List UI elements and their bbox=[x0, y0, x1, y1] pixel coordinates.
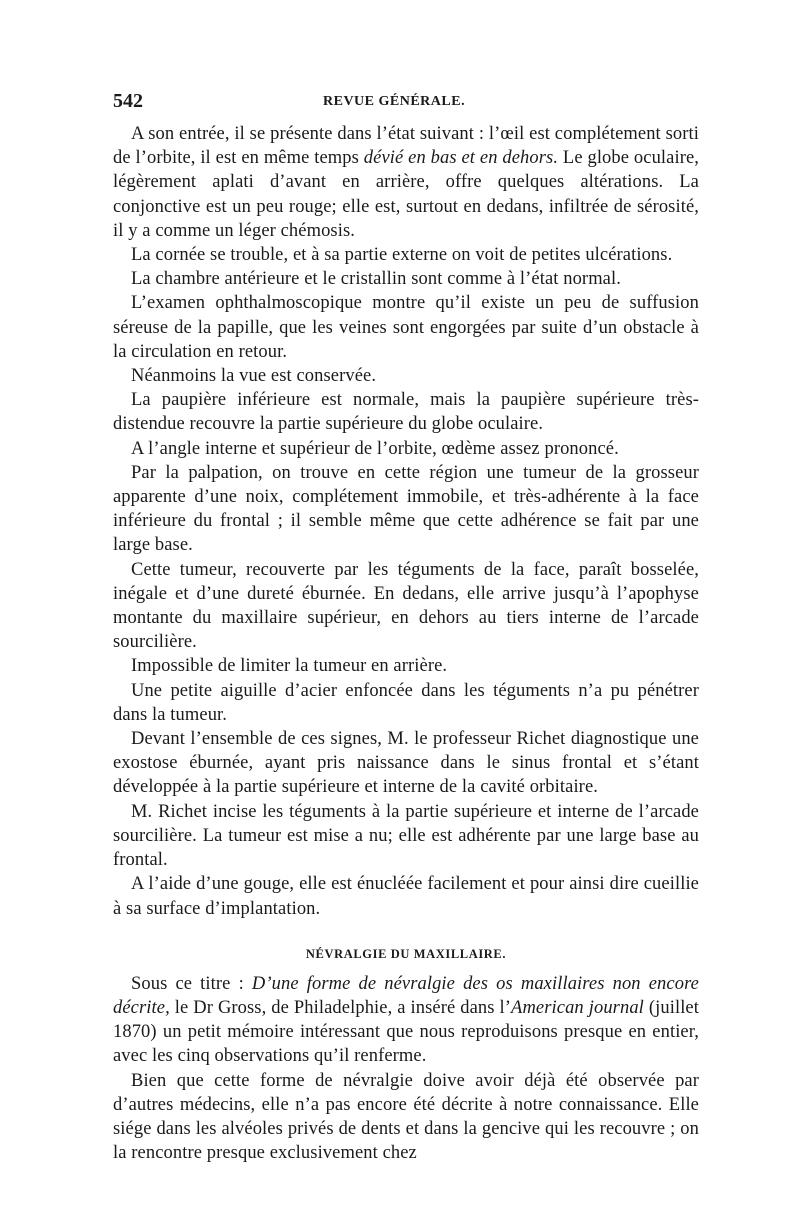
text-run: Devant l’ensemble de ces signes, M. le professeur Richet diagnostique une exostose éburnée, ayant pris naissance dans le sinus frontal et s’étant développée à la partie supérieure et interne de la cavité orbitaire. bbox=[113, 729, 699, 798]
running-title: REVUE GÉNÉRALE. bbox=[323, 94, 466, 109]
text-run: Sous ce titre : bbox=[131, 973, 252, 994]
text-run: A l’angle interne et supérieur de l’orbite, œdème assez prononcé. bbox=[131, 438, 619, 459]
text-run: Une petite aiguille d’acier enfoncée dans les téguments n’a pu pénétrer dans la tumeur. bbox=[113, 680, 699, 725]
paragraph bbox=[113, 291, 699, 364]
text-run: Cette tumeur, recouverte par les téguments de la face, paraît bosselée, inégale et d’une dureté éburnée. En dedans, elle arrive jusqu’à l’apophyse montante du maxillaire supérieur, en dehors au tiers interne de l’arcade sourcilière. bbox=[113, 559, 699, 653]
section-paragraphs bbox=[113, 972, 699, 1166]
paragraph bbox=[113, 800, 699, 873]
text-run: A son entrée, il se présente dans l’état suivant : l’œil est complétement sorti de l’orbite, il est en même temps bbox=[113, 124, 699, 169]
paragraph bbox=[113, 872, 699, 920]
paragraph bbox=[113, 679, 699, 727]
paragraph bbox=[113, 654, 699, 678]
paragraph bbox=[113, 437, 699, 461]
paragraph bbox=[113, 558, 699, 655]
paragraph bbox=[113, 727, 699, 800]
text-run: Bien que cette forme de névralgie doive avoir déjà été observée par d’autres médecins, elle n’a pas encore été décrite à notre connaissance. Elle siége dans les alvéoles privés de dents et dans la gencive qui les recouvre ; on la rencontre presque exclusivement chez bbox=[113, 1070, 699, 1164]
text-run: La cornée se trouble, et à sa partie externe on voit de petites ulcérations. bbox=[131, 245, 673, 266]
paragraph bbox=[113, 122, 699, 243]
section-title: NÉVRALGIE DU MAXILLAIRE. bbox=[305, 946, 507, 961]
page-header bbox=[113, 88, 699, 114]
italic-text: dévié en bas et en dehors. bbox=[363, 148, 559, 169]
text-run: La chambre antérieure et le cristallin sont comme à l’état normal. bbox=[131, 269, 621, 290]
text-run: M. Richet incise les téguments à la partie supérieure et interne de l’arcade sourcilière. La tumeur est mise a nu; elle est adhérente par une large base au frontal. bbox=[113, 801, 699, 871]
text-run: L’examen ophthalmoscopique montre qu’il existe un peu de suffusion séreuse de la papille, que les veines sont engorgées par suite d’un obstacle à la circulation en retour. bbox=[113, 293, 699, 362]
paragraph bbox=[113, 243, 699, 267]
paragraph bbox=[113, 972, 699, 1069]
page-number: 542 bbox=[113, 90, 143, 112]
text-run: le Dr Gross, de Philadelphie, a inséré dans l’ bbox=[169, 997, 512, 1018]
document-page bbox=[113, 88, 699, 1165]
text-run: A l’aide d’une gouge, elle est énucléée facilement et pour ainsi dire cueillie à sa surface d’implantation. bbox=[113, 874, 699, 919]
paragraph bbox=[113, 364, 699, 388]
case-report-paragraphs bbox=[113, 122, 699, 921]
italic-text: D’une forme de névralgie des os maxillaires non encore décrite, bbox=[113, 973, 699, 1018]
text-run: Par la palpation, on trouve en cette région une tumeur de la grosseur apparente d’une noix, complétement immobile, et très-adhérente à la face inférieure du frontal ; il semble même que cette adhérence se fait par une large base. bbox=[113, 462, 699, 556]
text-run: Impossible de limiter la tumeur en arrière. bbox=[131, 656, 448, 677]
text-run: (juillet 1870) un petit mémoire intéressant que nous reproduisons presque en entier, avec les cinq observations qu’il renferme. bbox=[113, 997, 699, 1067]
paragraph bbox=[113, 461, 699, 558]
text-run: La paupière inférieure est normale, mais la paupière supérieure très-distendue recouvre la partie supérieure du globe oculaire. bbox=[113, 390, 699, 435]
paragraph bbox=[113, 1069, 699, 1166]
italic-text: American journal bbox=[511, 997, 644, 1018]
paragraph bbox=[113, 267, 699, 291]
paragraph bbox=[113, 388, 699, 436]
page-body bbox=[113, 122, 699, 1165]
text-run: Le globe oculaire, légèrement aplati d’avant en arrière, offre quelques altérations. La conjonctive est un peu rouge; elle est, surtout en dedans, infiltrée de sérosité, il y a comme un léger chémosis. bbox=[113, 148, 700, 241]
text-run: Néanmoins la vue est conservée. bbox=[131, 366, 377, 387]
